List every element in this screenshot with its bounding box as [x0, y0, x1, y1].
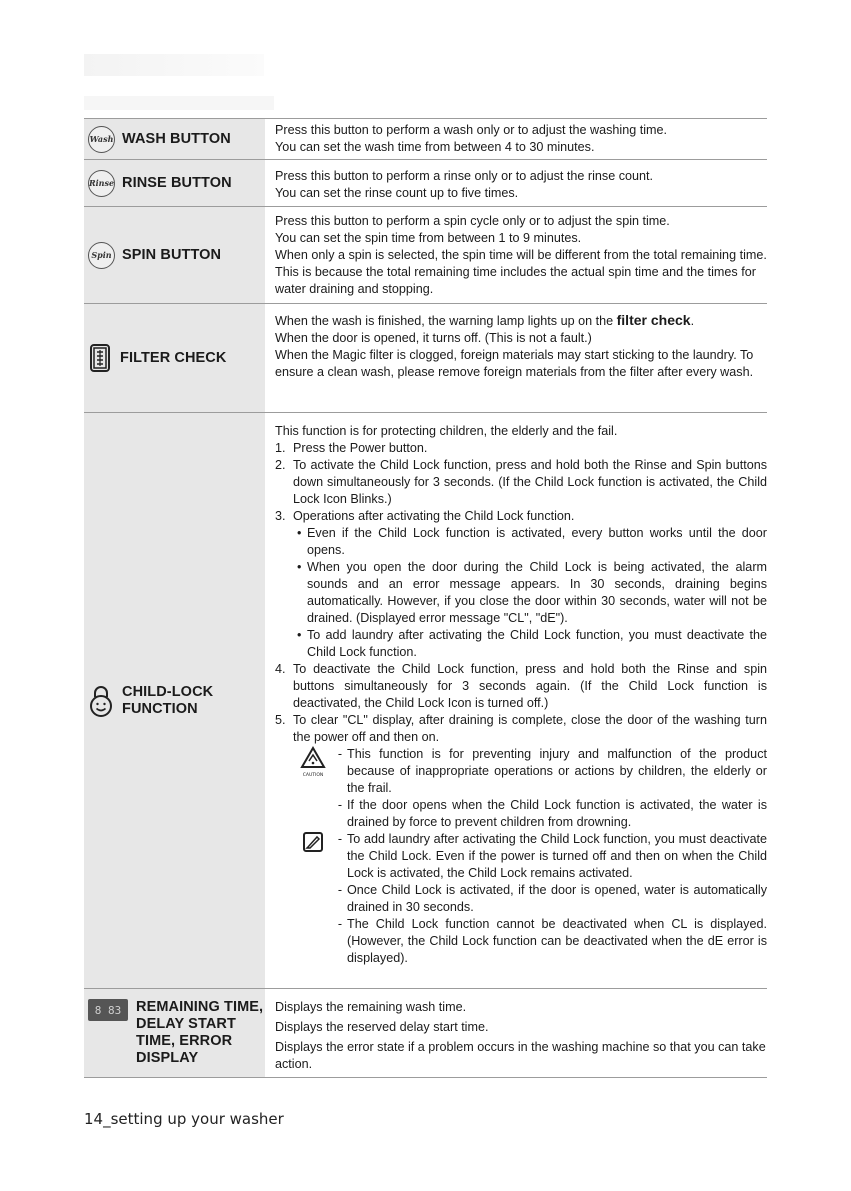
display-line-2: Displays the reserved delay start time.	[275, 1020, 489, 1034]
filter-line-1	[275, 312, 767, 330]
caution-icon	[300, 746, 326, 778]
child-step-2-num: 2.	[275, 458, 286, 472]
filter-line-1-end: .	[690, 314, 695, 328]
child-step-3-text: Operations after activating the Child Lock function.	[293, 509, 575, 523]
page-footer: 14_setting up your washer	[84, 1110, 284, 1128]
spin-line-1: Press this button to perform a spin cycle only or to adjust the spin time.	[275, 214, 670, 228]
row-filter-description	[265, 304, 767, 412]
row-filter-label-cell	[84, 304, 265, 412]
row-child-lock-label-cell	[84, 413, 265, 988]
child-step-1-num: 1.	[275, 441, 286, 455]
caution-block	[275, 746, 767, 831]
wash-button-label: WASH BUTTON	[122, 130, 231, 147]
row-display-description	[265, 989, 767, 1077]
child-step-4-num: 4.	[275, 662, 286, 676]
child-intro: This function is for protecting children, the elderly and the fail.	[275, 424, 618, 438]
child-step-1	[275, 440, 767, 457]
row-rinse-label-cell	[84, 160, 265, 206]
child-bullet-3: • To add laundry after activating the Child Lock function, you must deactivate the Child Lock function.	[297, 628, 767, 659]
child-step-3-bullets	[275, 525, 767, 661]
row-display-label-cell	[84, 989, 265, 1077]
display-line-1: Displays the remaining wash time.	[275, 1000, 467, 1014]
function-table	[84, 118, 767, 1078]
filter-line-2: When the door is opened, it turns off. (This is not a fault.)	[275, 331, 592, 345]
row-rinse	[84, 160, 767, 207]
spin-icon	[88, 242, 115, 269]
faded-header-bar	[84, 96, 274, 110]
caution-item-1-text: This function is for preventing injury and malfunction of the product because of inappropriate operations or actions by children, the elderly or the frail.	[347, 747, 767, 795]
faded-header-title	[84, 54, 264, 76]
child-bullet-1: • Even if the Child Lock function is activated, every button works until the door opens.	[297, 526, 767, 557]
filter-line-3: When the Magic filter is clogged, foreign materials may start sticking to the laundry. To ensure a clean wash, please remove foreign materials from the filter after every wash.	[275, 348, 754, 379]
spin-button-label: SPIN BUTTON	[122, 246, 222, 263]
row-spin	[84, 207, 767, 304]
child-step-3	[275, 508, 767, 525]
spin-line-3: When only a spin is selected, the spin time will be different from the total remaining time. This is because the total remaining time includes the actual spin time and the times for water draining and stopping.	[275, 248, 767, 296]
display-panel-icon	[88, 999, 128, 1021]
caution-list	[333, 746, 767, 831]
rinse-button-label: RINSE BUTTON	[122, 174, 232, 191]
filter-icon	[88, 344, 112, 372]
caution-item-1: - This function is for preventing injury and malfunction of the product because of inappropriate operations or actions by children, the elderly or the frail.	[337, 747, 767, 795]
filter-check-emphasis: filter check	[616, 312, 691, 328]
note-icon-wrap	[293, 831, 333, 967]
wash-icon	[88, 126, 115, 153]
child-step-5-num: 5.	[275, 713, 286, 727]
row-wash-description	[265, 119, 767, 159]
child-bullet-1-text: Even if the Child Lock function is activated, every button works until the door opens.	[307, 526, 767, 557]
child-lock-icon	[88, 685, 114, 717]
rinse-line-2: You can set the rinse count up to five times.	[275, 186, 519, 200]
row-wash-label-cell	[84, 119, 265, 159]
wash-line-1: Press this button to perform a wash only or to adjust the washing time.	[275, 123, 667, 137]
caution-item-2: - If the door opens when the Child Lock function is activated, the water is drained by force to prevent children from drowning.	[337, 798, 767, 829]
filter-line-1-text: When the wash is finished, the warning lamp lights up on the	[275, 314, 617, 328]
row-display	[84, 989, 767, 1078]
note-icon	[302, 831, 324, 853]
spin-line-2: You can set the spin time from between 1 to 9 minutes.	[275, 231, 582, 245]
child-lock-label-line-1: CHILD-LOCK	[122, 683, 214, 700]
rinse-line-1: Press this button to perform a rinse only or to adjust the rinse count.	[275, 169, 654, 183]
wash-icon-text: Wash	[89, 134, 114, 144]
child-lock-label-line-2: FUNCTION	[122, 700, 198, 717]
note-item-2: - Once Child Lock is activated, if the door is opened, water is automatically drained in 30 seconds.	[337, 883, 767, 914]
row-spin-label-cell	[84, 207, 265, 303]
row-spin-description	[265, 207, 767, 303]
child-lock-label	[122, 684, 213, 718]
rinse-icon-text: Rinse	[88, 178, 115, 188]
row-wash	[84, 119, 767, 160]
note-item-3-text: The Child Lock function cannot be deactivated when CL is displayed. (However, the Child Lock function can be deactivated when the dE error is displayed).	[347, 917, 767, 965]
rinse-icon	[88, 170, 115, 197]
child-step-3-num: 3.	[275, 509, 286, 523]
note-item-1: - To add laundry after activating the Child Lock function, you must deactivate the Child Lock. Even if the power is turned off and then on when the Child Lock is activated, the Child Lock remains activated.	[337, 832, 767, 880]
row-child-lock	[84, 413, 767, 989]
child-step-2	[275, 457, 767, 508]
note-list	[333, 831, 767, 967]
display-label: REMAINING TIME, DELAY START TIME, ERROR DISPLAY	[136, 999, 264, 1066]
caution-icon-wrap	[293, 746, 333, 831]
child-step-5	[275, 712, 767, 746]
row-rinse-description	[265, 160, 767, 206]
row-child-lock-description	[265, 413, 767, 988]
child-step-2-text: To activate the Child Lock function, press and hold both the Rinse and Spin buttons down simultaneously for 3 seconds. (If the Child Lock function is activated, the Child Lock Icon Blinks.)	[293, 458, 767, 506]
note-item-1-text: To add laundry after activating the Child Lock function, you must deactivate the Child Lock. Even if the power is turned off and then on when the Child Lock is activated, the Child Lock remains activated.	[347, 832, 767, 880]
child-bullet-2: • When you open the door during the Child Lock is being activated, the alarm sounds and an error message appears. In 30 seconds, draining begins automatically. However, if you close the door within 30 seconds, water will not be drained. (Displayed error message "CL", "dE").	[297, 560, 767, 625]
note-block	[275, 831, 767, 967]
row-filter	[84, 304, 767, 413]
note-item-2-text: Once Child Lock is activated, if the door is opened, water is automatically drained in 30 seconds.	[347, 883, 767, 914]
child-step-5-text: To clear "CL" display, after draining is complete, close the door of the washing turn the power off and then on.	[293, 713, 767, 744]
filter-check-label: FILTER CHECK	[120, 349, 227, 366]
spin-icon-text: Spin	[91, 250, 112, 260]
display-line-3: Displays the error state if a problem occurs in the washing machine so that you can take action.	[275, 1040, 766, 1071]
display-panel-digits: 8 83	[94, 1003, 122, 1017]
wash-line-2: You can set the wash time from between 4 to 30 minutes.	[275, 140, 595, 154]
caution-icon-label: CAUTION	[302, 773, 324, 778]
child-bullet-3-text: To add laundry after activating the Child Lock function, you must deactivate the Child Lock function.	[307, 628, 767, 659]
child-steps	[275, 440, 767, 525]
child-step-4-text: To deactivate the Child Lock function, press and hold both the Rinse and spin buttons simultaneously for 3 seconds again. (If the Child Lock function is deactivated, the Child Lock Icon is turned off.)	[293, 662, 767, 710]
child-steps-continued	[275, 661, 767, 746]
note-item-3: - The Child Lock function cannot be deactivated when CL is displayed. (However, the Child Lock function can be deactivated when the dE error is displayed).	[337, 917, 767, 965]
child-step-4	[275, 661, 767, 712]
child-step-1-text: Press the Power button.	[293, 441, 428, 455]
caution-item-2-text: If the door opens when the Child Lock function is activated, the water is drained by force to prevent children from drowning.	[347, 798, 767, 829]
child-bullet-2-text: When you open the door during the Child Lock is being activated, the alarm sounds and an error message appears. In 30 seconds, draining begins automatically. However, if you close the door within 30 seconds, water will not be drained. (Displayed error message "CL", "dE").	[307, 560, 767, 625]
